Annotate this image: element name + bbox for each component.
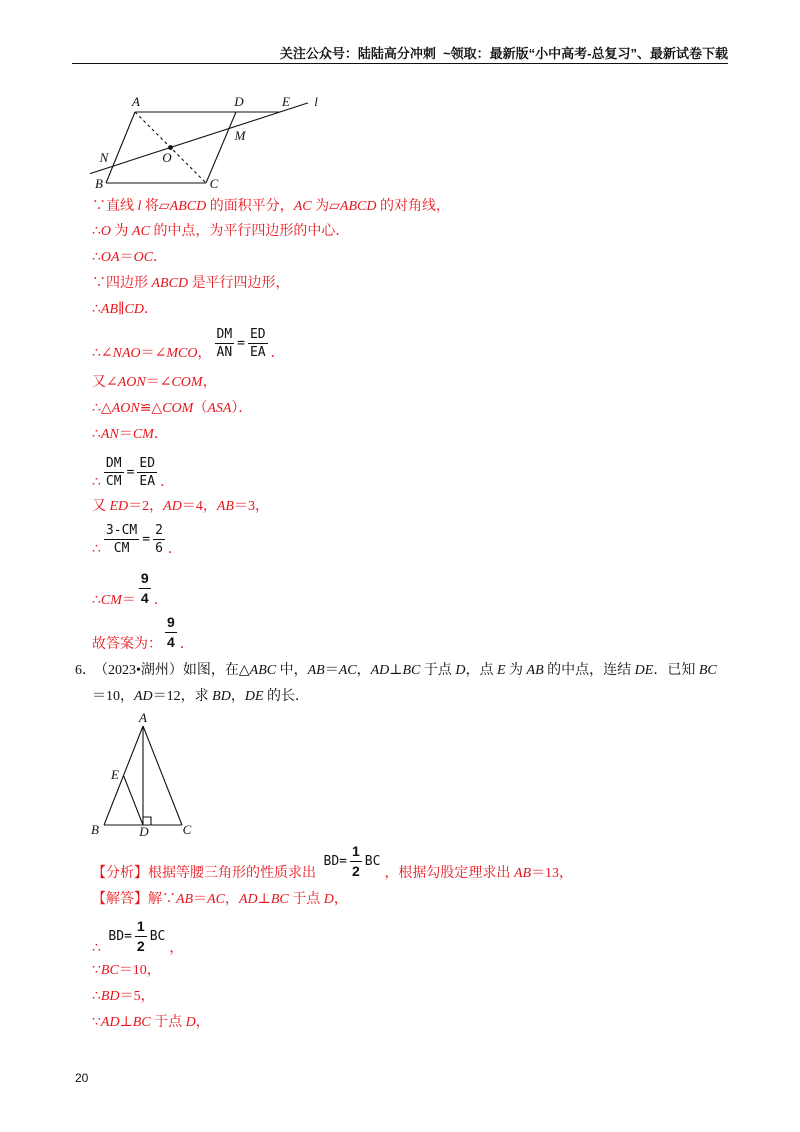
label-e: E xyxy=(111,767,119,782)
math-variable: D xyxy=(323,892,334,907)
math-variable: CD xyxy=(124,302,144,317)
math-variable: BD xyxy=(100,989,120,1004)
math-variable: AON xyxy=(111,401,140,416)
label-c: C xyxy=(182,822,192,837)
fraction xyxy=(215,326,235,361)
text-run: ⊥ xyxy=(389,663,403,678)
math-symbol: = xyxy=(126,465,135,480)
solution5-line xyxy=(92,274,290,294)
text-run: ∵ xyxy=(92,963,101,978)
text-run: ， xyxy=(230,689,245,704)
text-run: ∥ xyxy=(118,302,125,317)
fraction xyxy=(137,455,157,490)
fraction-denominator: 4 xyxy=(140,590,149,606)
text-run: ， xyxy=(169,941,184,956)
fraction-numerator: 3-CM xyxy=(105,523,138,538)
text-run: 将▱ xyxy=(141,199,170,214)
text-run: 为▱ xyxy=(311,199,340,214)
math-variable: O xyxy=(100,224,112,239)
text-run: 于点 xyxy=(150,1015,186,1030)
math-variable: BC xyxy=(132,1015,151,1030)
math-variable: OA xyxy=(100,250,120,265)
text-run: ＝ xyxy=(193,892,208,907)
math-variable: ABCD xyxy=(339,199,377,214)
math-symbol: BC xyxy=(364,854,381,869)
solution5-line xyxy=(92,329,285,364)
text-run: ∴ xyxy=(92,542,101,557)
solution5-line xyxy=(92,197,450,217)
math-variable: BC xyxy=(100,963,119,978)
math-variable: E xyxy=(496,663,506,678)
math-variable: OC xyxy=(133,250,154,265)
text-run: ＝ xyxy=(121,593,136,608)
label-e: E xyxy=(282,94,290,109)
math-variable: AD xyxy=(239,892,258,907)
page-number: 20 xyxy=(75,1071,89,1085)
text-run: ∵四边形 xyxy=(92,276,152,291)
math-expression xyxy=(322,842,383,881)
text-run: ⊥ xyxy=(119,1015,133,1030)
label-a: A xyxy=(139,710,147,725)
question-number: 6． xyxy=(75,663,96,678)
segment-de xyxy=(124,776,144,826)
text-run: 又∠ xyxy=(92,375,118,390)
math-variable: DE xyxy=(244,689,264,704)
label-n: N xyxy=(99,150,109,165)
text-run: ＝5， xyxy=(119,989,155,1004)
math-variable: DE xyxy=(634,663,654,678)
text-run: ＝2， xyxy=(128,499,164,514)
fraction-numerator: ED xyxy=(249,327,266,342)
text-run: ∴ xyxy=(92,250,101,265)
fraction xyxy=(104,455,124,490)
text-run: ∴ xyxy=(92,302,101,317)
solution5-line xyxy=(92,373,217,393)
text-run: ， xyxy=(195,1015,210,1030)
solution5-line xyxy=(92,300,158,320)
fraction-denominator: CM xyxy=(113,541,130,556)
text-run: ＝4， xyxy=(181,499,217,514)
math-variable: BC xyxy=(698,663,717,678)
fraction-numerator: ED xyxy=(139,456,156,471)
fraction-numerator: 1 xyxy=(350,842,362,862)
math-variable: AD xyxy=(163,499,182,514)
text-run: ． xyxy=(153,427,168,442)
math-variable: AB xyxy=(216,499,234,514)
label-c: C xyxy=(209,176,219,191)
text-run: ， xyxy=(197,346,212,361)
fraction-numerator: DM xyxy=(216,327,233,342)
fraction-denominator: 6 xyxy=(155,541,163,556)
text-run: 是平行四边形， xyxy=(188,276,290,291)
text-run: ∴△ xyxy=(92,401,112,416)
text-run: 【分析】根据等腰三角形的性质求出 xyxy=(92,866,320,881)
math-expression xyxy=(214,326,269,361)
fraction-numerator: 1 xyxy=(135,917,147,937)
fraction-denominator: CM xyxy=(105,474,122,489)
math-variable: AC xyxy=(207,892,225,907)
page-header: 关注公众号：陆陆高分冲刺 ~领取：最新版“小中高考-总复习”、最新试卷下载 xyxy=(279,46,728,61)
math-expression xyxy=(103,455,158,490)
text-run: ＝∠ xyxy=(145,375,172,390)
text-run: ， xyxy=(356,663,371,678)
math-variable: AC xyxy=(338,663,357,678)
text-run: ， xyxy=(225,892,239,907)
text-run: ＝13， xyxy=(531,866,574,881)
math-symbol: BD= xyxy=(108,929,132,944)
solution5-line xyxy=(92,458,174,493)
line-l xyxy=(90,103,308,174)
solution5-line xyxy=(92,572,168,611)
text-run: ＝ xyxy=(324,663,339,678)
math-variable: AB xyxy=(176,892,194,907)
text-run: ＝3， xyxy=(233,499,269,514)
text-run: 故答案为： xyxy=(92,637,162,652)
text-run: ＝10， xyxy=(118,963,161,978)
fraction xyxy=(139,569,151,608)
math-expression xyxy=(164,613,178,652)
math-variable: AD xyxy=(370,663,390,678)
math-variable: AD xyxy=(100,1015,120,1030)
text-run: 又 xyxy=(92,499,110,514)
text-run: ＝∠ xyxy=(140,346,167,361)
fraction-numerator: DM xyxy=(105,456,122,471)
text-run: ⊥ xyxy=(257,892,271,907)
math-symbol: = xyxy=(142,532,151,547)
edge-dc xyxy=(206,112,236,183)
solution6-line xyxy=(92,845,573,884)
text-run: ≌△ xyxy=(139,401,163,416)
math-variable: NAO xyxy=(112,346,141,361)
text-run: ∵ xyxy=(92,1015,101,1030)
math-variable: AB xyxy=(307,663,325,678)
text-run: ∴ xyxy=(92,989,101,1004)
text-run: ． xyxy=(167,542,182,557)
text-run: ∴ xyxy=(92,224,101,239)
math-expression xyxy=(138,569,152,608)
math-variable: CM xyxy=(100,593,122,608)
math-variable: ASA xyxy=(207,401,232,416)
text-run: 【解答】解∵ xyxy=(92,892,176,907)
solution6-line xyxy=(92,961,161,981)
math-variable: ABCD xyxy=(151,276,189,291)
text-run: ，根据勾股定理求出 xyxy=(384,866,514,881)
text-run: ＝ xyxy=(119,250,134,265)
text-run: （2023•湖州）如图，在△ xyxy=(94,663,250,678)
text-run: ．已知 xyxy=(653,663,699,678)
math-variable: AB xyxy=(526,663,544,678)
label-b: B xyxy=(91,822,99,837)
fraction xyxy=(248,326,268,361)
text-run: 于点 xyxy=(288,892,324,907)
text-run: ）． xyxy=(231,401,253,416)
math-variable: AD xyxy=(134,689,153,704)
text-run: ，点 xyxy=(465,663,497,678)
text-run: ＝ xyxy=(118,427,133,442)
text-run: ∴ xyxy=(92,475,101,490)
text-run: 的中点，连结 xyxy=(543,663,635,678)
solution6-line xyxy=(92,920,183,959)
fraction-numerator: 9 xyxy=(139,569,151,589)
solution5-line xyxy=(92,399,252,419)
problem6-line xyxy=(92,687,309,707)
math-expression xyxy=(103,522,166,557)
text-run: ∴∠ xyxy=(92,346,113,361)
solution5-line xyxy=(92,248,167,268)
math-variable: BC xyxy=(270,892,289,907)
math-variable: AON xyxy=(117,375,146,390)
text-run: ． xyxy=(270,346,285,361)
math-variable: MCO xyxy=(166,346,198,361)
math-variable: COM xyxy=(162,401,194,416)
math-variable: AB xyxy=(100,302,119,317)
text-run: 的中点，为平行四边形的中心． xyxy=(149,224,350,239)
text-run: ∵直线 xyxy=(92,199,138,214)
fraction xyxy=(153,522,165,557)
solution5-line xyxy=(92,525,182,560)
edge-ab xyxy=(106,112,135,183)
text-run: ， xyxy=(333,892,348,907)
math-variable: COM xyxy=(171,375,203,390)
label-l: l xyxy=(314,94,318,109)
text-run: （ xyxy=(193,401,208,416)
fraction-denominator: 2 xyxy=(136,938,145,954)
text-run: 的面积平分， xyxy=(206,199,294,214)
solution5-line xyxy=(92,222,349,242)
fraction xyxy=(165,613,177,652)
solution6-line xyxy=(92,890,348,910)
math-variable: l xyxy=(137,199,142,214)
solution5-line xyxy=(92,616,194,655)
text-run: ． xyxy=(143,302,158,317)
problem6-line xyxy=(94,661,717,681)
label-d: D xyxy=(139,824,149,839)
math-variable: ABC xyxy=(249,663,277,678)
fraction xyxy=(135,917,147,956)
math-variable: CM xyxy=(132,427,154,442)
text-run: 为 xyxy=(111,224,133,239)
side-ac xyxy=(143,726,182,825)
text-run: ． xyxy=(179,637,194,652)
parallelogram-figure xyxy=(80,88,330,194)
math-symbol: BC xyxy=(149,929,166,944)
solution5-line xyxy=(92,425,168,445)
fraction-denominator: AN xyxy=(216,345,233,360)
math-variable: AC xyxy=(132,224,150,239)
math-variable: AN xyxy=(100,427,119,442)
fraction-denominator: 4 xyxy=(167,634,175,650)
label-a: A xyxy=(132,94,140,109)
label-d: D xyxy=(234,94,244,109)
fraction-denominator: 2 xyxy=(351,863,360,879)
solution6-line xyxy=(92,1013,210,1033)
text-run: 于点 xyxy=(420,663,456,678)
math-symbol: BD= xyxy=(323,854,347,869)
text-run: 为 xyxy=(505,663,527,678)
label-o: O xyxy=(162,150,172,165)
math-variable: ED xyxy=(109,499,129,514)
math-variable: D xyxy=(185,1015,196,1030)
math-symbol: = xyxy=(237,336,245,351)
fraction xyxy=(350,842,362,881)
fraction-numerator: 9 xyxy=(165,613,177,633)
text-run: ∴ xyxy=(92,593,101,608)
text-run: ， xyxy=(202,375,217,390)
text-run: 的长． xyxy=(263,689,310,704)
math-variable: BD xyxy=(212,689,231,704)
header-rule xyxy=(72,63,728,64)
fraction xyxy=(104,522,139,557)
label-m: M xyxy=(234,128,246,143)
label-b: B xyxy=(95,176,103,191)
fraction-denominator: EA xyxy=(249,345,266,360)
math-variable: BC xyxy=(402,663,421,678)
text-run: ∴ xyxy=(92,427,101,442)
fraction-denominator: EA xyxy=(139,474,156,489)
math-variable: D xyxy=(455,663,466,678)
text-run: ∴ xyxy=(92,941,105,956)
math-expression xyxy=(106,917,167,956)
text-run: ＝10， xyxy=(92,689,134,704)
solution6-line xyxy=(92,987,155,1007)
math-variable: AB xyxy=(513,866,532,881)
fraction-numerator: 2 xyxy=(155,523,163,538)
text-run: ＝12，求 xyxy=(152,689,213,704)
text-run: ． xyxy=(153,593,168,608)
math-variable: AC xyxy=(293,199,312,214)
text-run: ． xyxy=(153,250,168,265)
solution5-line xyxy=(92,497,269,517)
text-run: 中， xyxy=(276,663,308,678)
text-run: ． xyxy=(160,475,175,490)
text-run: 的对角线， xyxy=(376,199,450,214)
math-variable: ABCD xyxy=(169,199,207,214)
isosceles-triangle-figure xyxy=(85,708,205,840)
